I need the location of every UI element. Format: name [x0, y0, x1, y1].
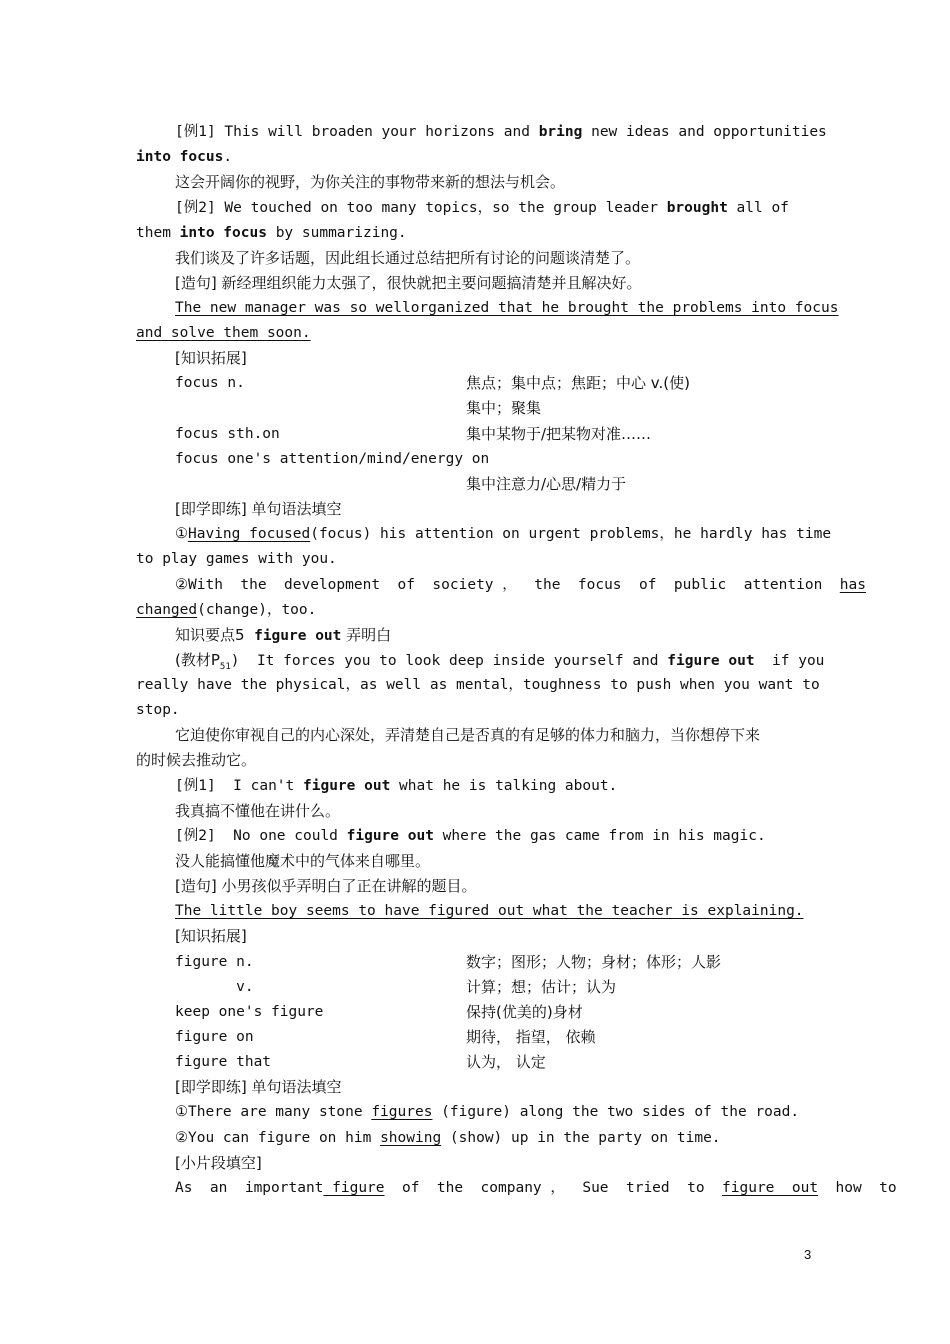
- meaning: 集中注意力/心思/精力于: [466, 475, 627, 493]
- textbook-sentence-cont: really have the physical，as well as mental，toughness to push when you want to: [136, 677, 820, 693]
- passage-fill-heading: [小片段填空]: [175, 1154, 262, 1172]
- meaning: 保持(优美的)身材: [466, 1003, 583, 1021]
- text: all of: [727, 200, 789, 216]
- text: (show) up in the party on time.: [441, 1130, 721, 1146]
- example-1-line: [175, 120, 827, 145]
- extension-row: [175, 371, 816, 396]
- text: ②With the development of society ， the focus of public attention: [175, 577, 840, 593]
- text: by summarizing.: [266, 225, 407, 241]
- meaning: 集中；聚集: [466, 399, 542, 417]
- text: them: [136, 225, 180, 241]
- answer: figure out: [722, 1180, 819, 1196]
- text: As an important: [175, 1180, 324, 1196]
- term: focus n.: [175, 375, 245, 391]
- extension-row: [175, 1050, 816, 1075]
- example-2-line: [175, 196, 816, 221]
- extension-row: [175, 396, 816, 421]
- extension-row: focus one's attention/mind/energy on: [175, 451, 490, 467]
- text: ) It forces you to look deep inside yourself and: [230, 653, 668, 669]
- textbook-sentence-cont: stop.: [136, 702, 180, 718]
- practice-heading: [即学即练] 单句语法填空: [175, 500, 342, 518]
- sentence-making-answer: The new manager was so wellorganized that he brought the problems into focus: [175, 300, 839, 316]
- practice-item-1: [175, 1100, 816, 1125]
- extension-row: [175, 422, 816, 447]
- keyword: bring: [538, 124, 583, 140]
- answer: changed: [136, 602, 198, 618]
- practice-item-1: [175, 522, 832, 547]
- example-1-cont: [136, 145, 816, 170]
- answer: figures: [371, 1104, 433, 1120]
- knowledge-extension-heading: [知识拓展]: [175, 927, 247, 945]
- meaning: 集中某物于/把某物对准……: [466, 425, 652, 443]
- meaning: 期待， 指望， 依赖: [466, 1028, 596, 1046]
- text: what he is talking about.: [390, 778, 618, 794]
- example-1-translation: 这会开阔你的视野，为你关注的事物带来新的想法与机会。: [175, 173, 566, 191]
- answer: showing: [380, 1130, 442, 1146]
- keyword: brought: [666, 200, 728, 216]
- text: (figure) along the two sides of the road.: [432, 1104, 800, 1120]
- example-1-translation: 我真搞不懂他在讲什么。: [175, 802, 341, 820]
- meaning: 认为， 认定: [466, 1053, 546, 1071]
- sentence-making-prompt: [造句] 新经理组织能力太强了，很快就把主要问题搞清楚并且解决好。: [175, 274, 642, 292]
- meaning: 焦点；集中点；焦距；中心 v.(使): [466, 374, 690, 392]
- text: (教材P: [175, 651, 220, 669]
- textbook-sentence: [175, 648, 825, 673]
- text: (focus) his attention on urgent problems，he hardly has time: [310, 526, 832, 542]
- keyword: figure out: [346, 828, 434, 844]
- answer: figure: [323, 1180, 385, 1196]
- term: figure on: [175, 1029, 254, 1045]
- term: focus sth.on: [175, 426, 280, 442]
- keyword: into focus: [136, 149, 224, 165]
- text: 弄明白: [341, 626, 392, 644]
- example-2-line: [175, 824, 816, 849]
- keyword: figure out: [667, 653, 755, 669]
- text: of the company ， Sue tried to: [384, 1180, 723, 1196]
- practice-heading: [即学即练] 单句语法填空: [175, 1078, 342, 1096]
- sentence-making-answer-cont: and solve them soon.: [136, 325, 311, 341]
- text: ①There are many stone: [175, 1104, 372, 1120]
- keyword: figure out: [303, 778, 391, 794]
- practice-item-2: [175, 1126, 816, 1151]
- page-ref: 51: [219, 661, 231, 672]
- practice-item-2: [175, 573, 866, 598]
- keyword: into focus: [179, 225, 267, 241]
- extension-row: [175, 950, 816, 975]
- sentence-making-answer: The little boy seems to have figured out what the teacher is explaining.: [175, 903, 804, 919]
- extension-row: [175, 1025, 816, 1050]
- passage-fill-line: [175, 1176, 897, 1201]
- page-number: 3: [804, 1247, 812, 1262]
- text: if you: [754, 653, 825, 669]
- text: [例1] I can't: [175, 778, 303, 794]
- term: figure n.: [175, 954, 254, 970]
- textbook-translation: 它迫使你审视自己的内心深处，弄清楚自己是否真的有足够的体力和脑力，当你想停下来: [175, 726, 761, 744]
- text: [例2] We touched on too many topics，so the group leader: [175, 200, 667, 216]
- number: ①: [175, 526, 188, 542]
- answer: has: [839, 577, 866, 593]
- text: [例1] This will broaden your horizons and: [175, 124, 539, 140]
- answer: Having focused: [188, 526, 311, 542]
- meaning: 计算；想；估计；认为: [466, 978, 617, 996]
- practice-item-1-cont: to play games with you.: [136, 551, 337, 567]
- text: (change)，too.: [197, 602, 317, 618]
- sentence-making-prompt: [造句] 小男孩似乎弄明白了正在讲解的题目。: [175, 877, 477, 895]
- extension-row: [175, 1000, 816, 1025]
- example-1-line: [175, 774, 816, 799]
- keyword: figure out: [254, 628, 342, 644]
- example-2-translation: 我们谈及了许多话题，因此组长通过总结把所有讨论的问题谈清楚了。: [175, 249, 641, 267]
- example-2-translation: 没人能搞懂他魔术中的气体来自哪里。: [175, 852, 431, 870]
- text: how to: [818, 1180, 897, 1196]
- meaning: 数字；图形；人物；身材；体形；人影: [466, 953, 722, 971]
- text: where the gas came from in his magic.: [433, 828, 766, 844]
- practice-item-2-cont: [136, 598, 816, 623]
- extension-row: [175, 975, 816, 1000]
- term: keep one's figure: [175, 1004, 324, 1020]
- extension-row: [175, 472, 816, 497]
- text: [例2] No one could: [175, 828, 347, 844]
- term: v.: [175, 979, 254, 995]
- term: figure that: [175, 1054, 272, 1070]
- text: 知识要点5: [175, 626, 255, 644]
- text: new ideas and opportunities: [582, 124, 827, 140]
- knowledge-point-heading: [175, 623, 816, 648]
- example-2-cont: [136, 221, 816, 246]
- textbook-translation-cont: 的时候去推动它。: [136, 751, 257, 769]
- text: .: [223, 149, 233, 165]
- knowledge-extension-heading: [知识拓展]: [175, 349, 247, 367]
- text: ②You can figure on him: [175, 1130, 381, 1146]
